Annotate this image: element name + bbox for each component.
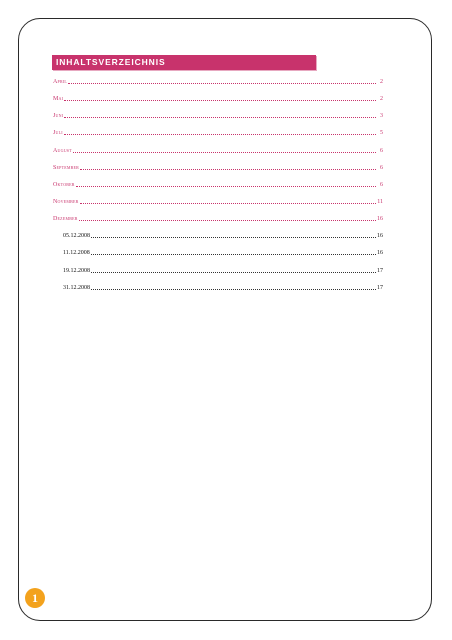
toc-entry-label: Mai: [53, 96, 64, 103]
toc-entry-label: 11.12.2008: [63, 250, 90, 257]
toc-dot-leader: [80, 203, 377, 204]
toc-dot-leader: [64, 117, 376, 118]
toc-dot-leader: [68, 83, 376, 84]
toc-entry-label: 05.12.2008: [63, 233, 90, 240]
toc-entry[interactable]: [53, 112, 383, 120]
toc-dot-leader: [91, 237, 376, 238]
toc-entry[interactable]: [53, 95, 383, 103]
toc-entry-label: Oktober: [53, 181, 75, 188]
toc-dot-leader: [79, 220, 376, 221]
toc-entry-label: September: [53, 164, 80, 171]
toc-list: [53, 78, 383, 301]
toc-dot-leader: [64, 134, 376, 135]
toc-entry[interactable]: [53, 129, 383, 137]
toc-entry-page: 3: [380, 113, 383, 120]
toc-dot-leader: [91, 254, 376, 255]
toc-entry-page: 17: [377, 284, 383, 291]
toc-dot-leader: [73, 152, 376, 153]
toc-entry[interactable]: [53, 164, 383, 172]
page-number-badge: 1: [25, 588, 45, 608]
toc-entry-label: August: [53, 147, 72, 154]
toc-entry-page: 11: [377, 198, 383, 205]
toc-entry-page: 5: [380, 130, 383, 137]
toc-dot-leader: [76, 186, 376, 187]
toc-entry-page: 16: [377, 216, 383, 223]
toc-dot-leader: [91, 289, 376, 290]
toc-entry-label: Juni: [53, 113, 64, 120]
toc-entry-label: 19.12.2008: [63, 267, 90, 274]
toc-entry-page: 6: [380, 147, 383, 154]
toc-subentry[interactable]: [53, 284, 383, 292]
toc-entry-page: 6: [380, 181, 383, 188]
toc-dot-leader: [80, 169, 376, 170]
toc-entry-label: 31.12.2008: [63, 284, 90, 291]
toc-entry[interactable]: [53, 147, 383, 155]
toc-subentry[interactable]: [53, 249, 383, 257]
toc-entry[interactable]: [53, 181, 383, 189]
toc-entry-page: 6: [380, 164, 383, 171]
toc-subentry[interactable]: [53, 267, 383, 275]
toc-entry-page: 2: [380, 96, 383, 103]
toc-dot-leader: [64, 100, 376, 101]
toc-heading: INHALTSVERZEICHNIS: [52, 55, 316, 70]
toc-entry-page: 2: [380, 79, 383, 85]
toc-entry-label: November: [53, 198, 79, 205]
toc-entry-label: Dezember: [53, 216, 78, 223]
toc-entry[interactable]: [53, 78, 383, 86]
toc-entry[interactable]: [53, 215, 383, 223]
toc-entry-page: 16: [377, 250, 383, 257]
toc-subentry[interactable]: [53, 232, 383, 240]
toc-dot-leader: [91, 272, 376, 273]
toc-entry[interactable]: [53, 198, 383, 206]
toc-entry-page: 17: [377, 267, 383, 274]
toc-entry-label: Juli: [53, 130, 63, 137]
toc-entry-label: April: [53, 79, 68, 85]
toc-entry-page: 16: [377, 233, 383, 240]
